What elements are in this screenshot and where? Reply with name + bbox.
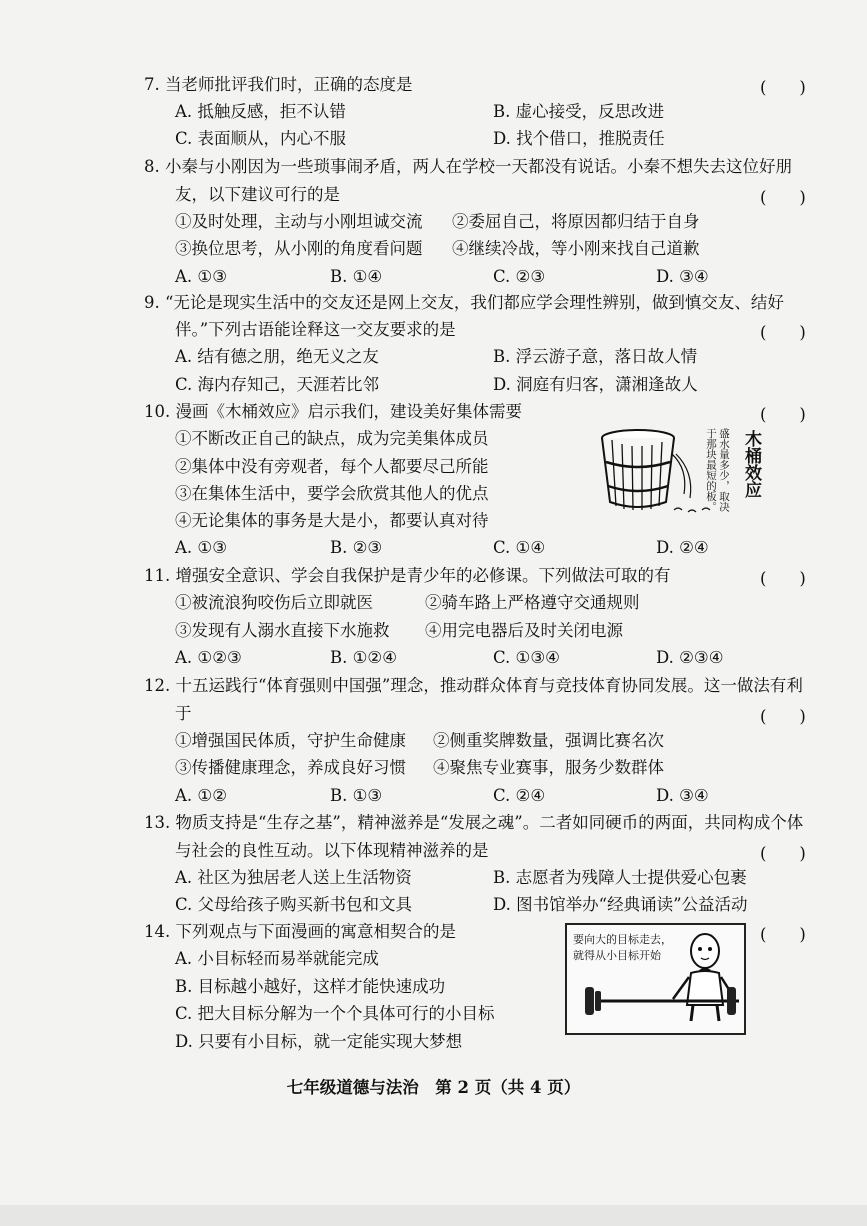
q12-option-b: B. ①③ xyxy=(330,786,383,805)
q8-statement-2: ②委屈自己，将原因都归结于自身 xyxy=(452,212,700,231)
q12-stem-line2: 于 xyxy=(175,704,192,723)
cartoon-caption-line1: 要向大的目标走去， xyxy=(573,933,672,946)
q10-statement-4: ④无论集体的事务是大是小，都要认真对待 xyxy=(175,511,489,530)
q10-statement-2: ②集体中没有旁观者，每个人都要尽己所能 xyxy=(175,457,489,476)
q8-option-b: B. ①④ xyxy=(330,267,383,286)
q10-option-b: B. ②③ xyxy=(330,538,383,557)
q10-option-a: A. ①③ xyxy=(175,538,227,557)
q8-statement-4: ④继续冷战，等小刚来找自己道歉 xyxy=(452,239,700,258)
q12-answer-blank: ( ) xyxy=(760,707,806,726)
q12-statement-3: ③传播健康理念，养成良好习惯 xyxy=(175,758,406,777)
q7-option-a: A. 抵触反感，拒不认错 xyxy=(175,102,346,121)
q10-option-c: C. ①④ xyxy=(493,538,546,557)
q11-statement-1: ①被流浪狗咬伤后立即就医 xyxy=(175,593,373,612)
q10-answer-blank: ( ) xyxy=(760,405,806,424)
q11-answer-blank: ( ) xyxy=(760,569,806,588)
q11-statement-2: ②骑车路上严格遵守交通规则 xyxy=(425,593,640,612)
q11-option-d: D. ②③④ xyxy=(656,648,724,667)
q8-option-c: C. ②③ xyxy=(493,267,546,286)
q11-stem: 11. 增强安全意识、学会自我保护是青少年的必修课。下列做法可取的有 xyxy=(144,566,671,585)
scan-bottom-edge xyxy=(0,1205,867,1226)
q9-answer-blank: ( ) xyxy=(760,323,806,342)
q13-option-a: A. 社区为独居老人送上生活物资 xyxy=(175,868,412,887)
q8-option-d: D. ③④ xyxy=(656,267,709,286)
q9-option-d: D. 洞庭有归客，潇湘逢故人 xyxy=(493,375,698,394)
cartoon-title: 木桶效应 xyxy=(741,430,761,498)
q7-option-d: D. 找个借口，推脱责任 xyxy=(493,129,665,148)
q14-answer-blank: ( ) xyxy=(760,925,806,944)
q11-statement-3: ③发现有人溺水直接下水施救 xyxy=(175,621,390,640)
q7-answer-blank: ( ) xyxy=(760,78,806,97)
q14-option-c: C. 把大目标分解为一个个具体可行的小目标 xyxy=(175,1004,495,1023)
q7-stem: 7. 当老师批评我们时，正确的态度是 xyxy=(144,75,413,94)
q12-option-a: A. ①② xyxy=(175,786,227,805)
q14-stem: 14. 下列观点与下面漫画的寓意相契合的是 xyxy=(144,922,456,941)
cartoon-caption: 盛水量多少，取决于那块最短的板。 xyxy=(705,428,730,512)
q12-statement-4: ④聚焦专业赛事，服务少数群体 xyxy=(433,758,664,777)
q7-option-b: B. 虚心接受，反思改进 xyxy=(493,102,665,121)
q10-statement-3: ③在集体生活中，要学会欣赏其他人的优点 xyxy=(175,484,489,503)
q10-statement-1: ①不断改正自己的缺点，成为完美集体成员 xyxy=(175,429,489,448)
q13-answer-blank: ( ) xyxy=(760,844,806,863)
q11-statement-4: ④用完电器后及时关闭电源 xyxy=(425,621,623,640)
q11-option-a: A. ①②③ xyxy=(175,648,242,667)
q8-statement-1: ①及时处理，主动与小刚坦诚交流 xyxy=(175,212,423,231)
page-footer: 七年级道德与法治 第 2 页（共 4 页） xyxy=(286,1078,581,1097)
q13-option-d: D. 图书馆举办“经典诵读”公益活动 xyxy=(493,895,748,914)
q11-option-b: B. ①②④ xyxy=(330,648,397,667)
q8-stem-line1: 8. 小秦与小刚因为一些琐事闹矛盾，两人在学校一天都没有说话。小秦不想失去这位好朋 xyxy=(144,157,792,176)
q11-option-c: C. ①③④ xyxy=(493,648,560,667)
q9-stem-line1: 9. “无论是现实生活中的交友还是网上交友，我们都应学会理性辨别，做到慎交友、结好 xyxy=(144,293,784,312)
q9-option-a: A. 结有德之朋，绝无义之友 xyxy=(175,347,379,366)
q10-stem: 10. 漫画《木桶效应》启示我们，建设美好集体需要 xyxy=(144,402,522,421)
wooden-bucket-cartoon xyxy=(598,424,778,524)
q8-statement-3: ③换位思考，从小刚的角度看问题 xyxy=(175,239,423,258)
q7-option-c: C. 表面顺从，内心不服 xyxy=(175,129,347,148)
q13-stem-line1: 13. 物质支持是“生存之基”，精神滋养是“发展之魂”。二者如同硬币的两面，共同构成个体 xyxy=(144,813,804,832)
q12-statement-1: ①增强国民体质，守护生命健康 xyxy=(175,731,406,750)
q9-option-b: B. 浮云游子意，落日故人情 xyxy=(493,347,698,366)
q12-option-c: C. ②④ xyxy=(493,786,546,805)
q13-option-c: C. 父母给孩子购买新书包和文具 xyxy=(175,895,413,914)
q8-option-a: A. ①③ xyxy=(175,267,227,286)
q9-stem-line2: 伴。”下列古语能诠释这一交友要求的是 xyxy=(175,320,456,339)
q8-stem-line2: 友，以下建议可行的是 xyxy=(175,185,340,204)
q13-stem-line2: 与社会的良性互动。以下体现精神滋养的是 xyxy=(175,841,489,860)
q14-option-b: B. 目标越小越好，这样才能快速成功 xyxy=(175,977,446,996)
q8-answer-blank: ( ) xyxy=(760,188,806,207)
q13-option-b: B. 志愿者为残障人士提供爱心包裹 xyxy=(493,868,747,887)
q12-statement-2: ②侧重奖牌数量，强调比赛名次 xyxy=(433,731,664,750)
q10-option-d: D. ②④ xyxy=(656,538,709,557)
q12-stem-line1: 12. 十五运践行“体育强则中国强”理念，推动群众体育与竞技体育协同发展。这一做法有利 xyxy=(144,676,803,695)
cartoon-caption-line2: 就得从小目标开始 xyxy=(573,949,661,962)
q14-option-a: A. 小目标轻而易举就能完成 xyxy=(175,949,379,968)
weightlifter-cartoon xyxy=(565,923,746,1035)
q9-option-c: C. 海内存知己，天涯若比邻 xyxy=(175,375,380,394)
q12-option-d: D. ③④ xyxy=(656,786,709,805)
weightlifter-icon xyxy=(567,925,744,1033)
q14-option-d: D. 只要有小目标，就一定能实现大梦想 xyxy=(175,1032,463,1051)
